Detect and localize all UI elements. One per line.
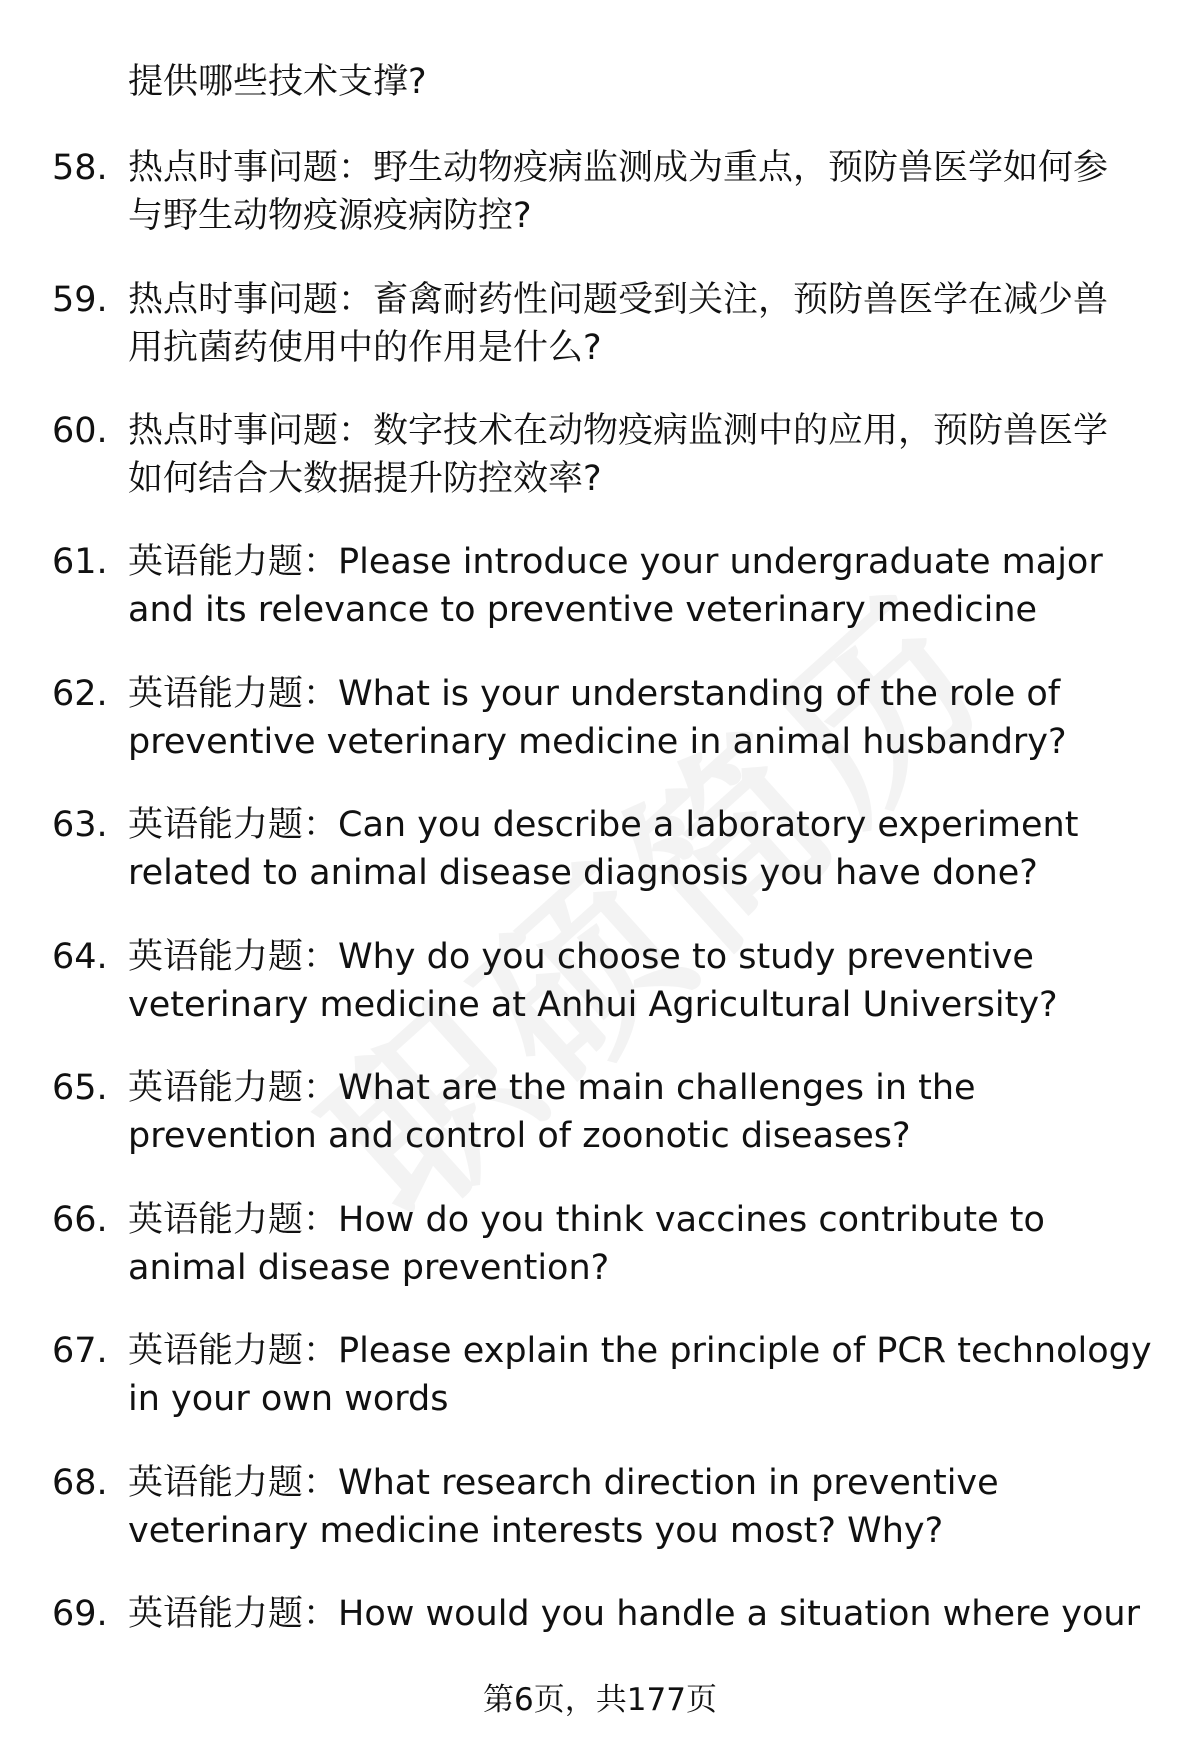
question-line: 英语能力题：How do you think vaccines contribute to: [128, 1200, 1045, 1240]
question-number: 64.: [52, 937, 108, 977]
question-text: [128, 670, 1148, 766]
page-footer: 第6页，共177页: [483, 1682, 717, 1718]
question-line: 热点时事问题：数字技术在动物疫病监测中的应用，预防兽医学: [128, 411, 1109, 451]
question-text: [128, 1459, 1148, 1555]
question-line: preventive veterinary medicine in animal husbandry?: [128, 722, 1067, 762]
question-line: animal disease prevention?: [128, 1248, 610, 1288]
question-line: and its relevance to preventive veterinary medicine: [128, 590, 1038, 630]
question-line: veterinary medicine at Anhui Agricultural University?: [128, 985, 1058, 1025]
question-number: 69.: [52, 1594, 108, 1634]
question-line: 热点时事问题：畜禽耐药性问题受到关注，预防兽医学在减少兽: [128, 280, 1109, 320]
question-text: [128, 407, 1148, 503]
question-line: 用抗菌药使用中的作用是什么?: [128, 328, 602, 368]
question-line: veterinary medicine interests you most? Why?: [128, 1511, 944, 1551]
continuation-line: 提供哪些技术支撑?: [128, 62, 427, 102]
question-text: [128, 1196, 1148, 1292]
question-line: 英语能力题：What are the main challenges in the: [128, 1068, 976, 1108]
question-text: [128, 538, 1148, 634]
question-text: [128, 801, 1148, 897]
question-line: 与野生动物疫源疫病防控?: [128, 196, 532, 236]
question-line: 如何结合大数据提升防控效率?: [128, 459, 602, 499]
question-number: 58.: [52, 148, 108, 188]
question-number: 68.: [52, 1463, 108, 1503]
question-line: 英语能力题：Please explain the principle of PCR technology: [128, 1331, 1152, 1371]
question-number: 59.: [52, 280, 108, 320]
question-text: [128, 276, 1148, 372]
question-line: related to animal disease diagnosis you have done?: [128, 853, 1038, 893]
question-line: 英语能力题：Please introduce your undergraduate major: [128, 542, 1103, 582]
question-text: [128, 144, 1148, 240]
question-text: [128, 933, 1148, 1029]
question-line: prevention and control of zoonotic diseases?: [128, 1116, 911, 1156]
question-number: 61.: [52, 542, 108, 582]
question-number: 63.: [52, 805, 108, 845]
question-line: 英语能力题：Why do you choose to study preventive: [128, 937, 1034, 977]
question-line: 英语能力题：How would you handle a situation where your: [128, 1594, 1140, 1634]
question-line: 热点时事问题：野生动物疫病监测成为重点，预防兽医学如何参: [128, 148, 1109, 188]
question-number: 66.: [52, 1200, 108, 1240]
question-number: 65.: [52, 1068, 108, 1108]
question-line: 英语能力题：Can you describe a laboratory experiment: [128, 805, 1079, 845]
question-text: [128, 1064, 1148, 1160]
question-text: [128, 1327, 1152, 1423]
question-line: 英语能力题：What is your understanding of the role of: [128, 674, 1061, 714]
question-line: 英语能力题：What research direction in preventive: [128, 1463, 999, 1503]
question-number: 62.: [52, 674, 108, 714]
question-line: in your own words: [128, 1379, 449, 1419]
question-number: 60.: [52, 411, 108, 451]
question-number: 67.: [52, 1331, 108, 1371]
question-text: [128, 1590, 1148, 1638]
